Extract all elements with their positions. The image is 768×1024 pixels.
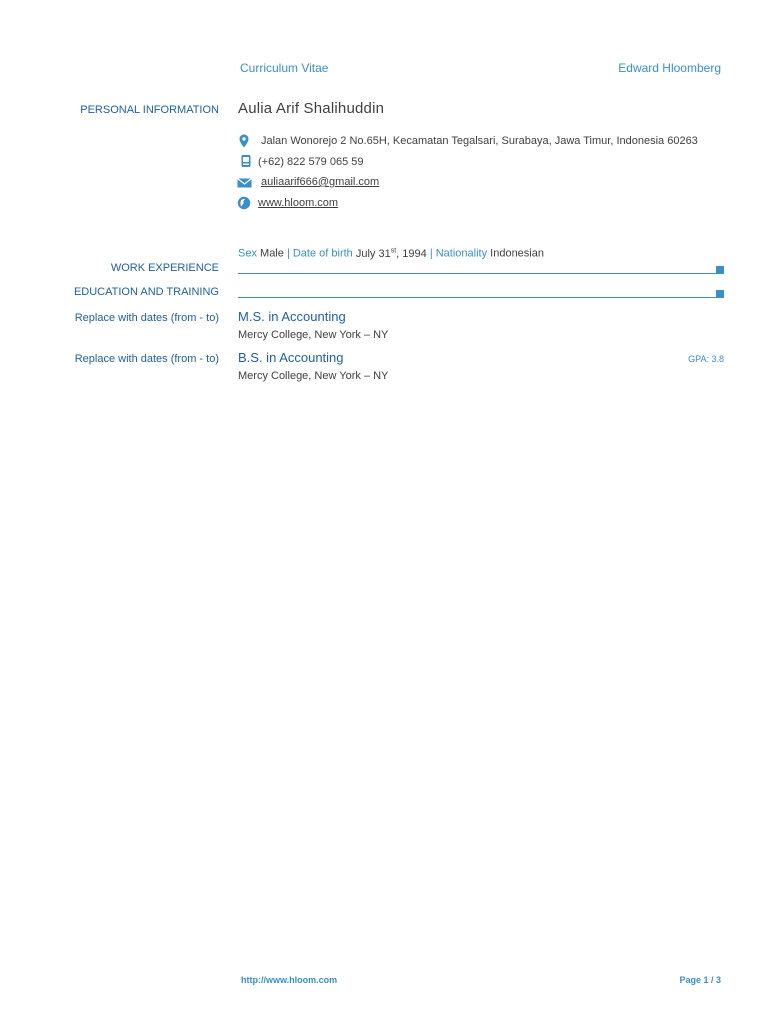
email-link-text[interactable]: auliaarif666@gmail.com [261,176,380,188]
education-entry-degree: M.S. in Accounting [238,309,346,324]
work-experience-divider-end [716,266,724,274]
education-entry-degree: B.S. in Accounting [238,350,344,365]
dob-year: , 1994 [396,247,427,260]
education-entry-dates: Replace with dates (from - to) [74,353,219,365]
footer-url-link[interactable]: http://www.hloom.com [241,975,338,985]
website-link[interactable] [258,197,338,209]
envelope-icon [237,176,251,190]
dob-suffix: st [390,247,397,254]
mobile-phone-icon [240,154,254,168]
section-label-education-training: EDUCATION AND TRAINING [73,286,219,298]
email-link[interactable] [261,176,379,188]
separator: | [286,247,290,260]
work-experience-divider [238,273,722,274]
author-name-header: Edward Hloomberg [618,61,721,75]
education-entry-gpa: GPA: 3.8 [688,354,724,364]
education-divider-end [716,290,724,298]
personal-details-line [238,247,544,260]
separator: | [429,247,433,260]
full-name: Aulia Arif Shalihuddin [238,100,385,117]
globe-icon [237,196,251,210]
phone-text: (+62) 822 579 065 59 [258,156,364,168]
education-entry-dates: Replace with dates (from - to) [74,312,219,324]
section-label-work-experience: WORK EXPERIENCE [110,262,219,274]
dob-label: Date of birth [292,247,353,260]
education-divider [238,297,722,298]
section-label-personal-information: PERSONAL INFORMATION [80,104,219,116]
document-title: Curriculum Vitae [240,61,329,75]
nationality-label: Nationality [435,247,488,260]
nationality-value: Indonesian [490,247,544,260]
dob-value [356,248,427,260]
location-pin-icon [237,134,251,148]
dob-day: July 31 [355,247,391,260]
sex-label: Sex [238,247,257,260]
education-entry-school: Mercy College, New York – NY [238,370,389,382]
address-text: Jalan Wonorejo 2 No.65H, Kecamatan Tegalsari, Surabaya, Jawa Timur, Indonesia 60263 [261,135,698,147]
sex-value: Male [260,247,284,260]
page-number: Page 1 / 3 [679,975,721,985]
education-entry-school: Mercy College, New York – NY [238,329,389,341]
website-link-text[interactable]: www.hloom.com [258,197,339,209]
